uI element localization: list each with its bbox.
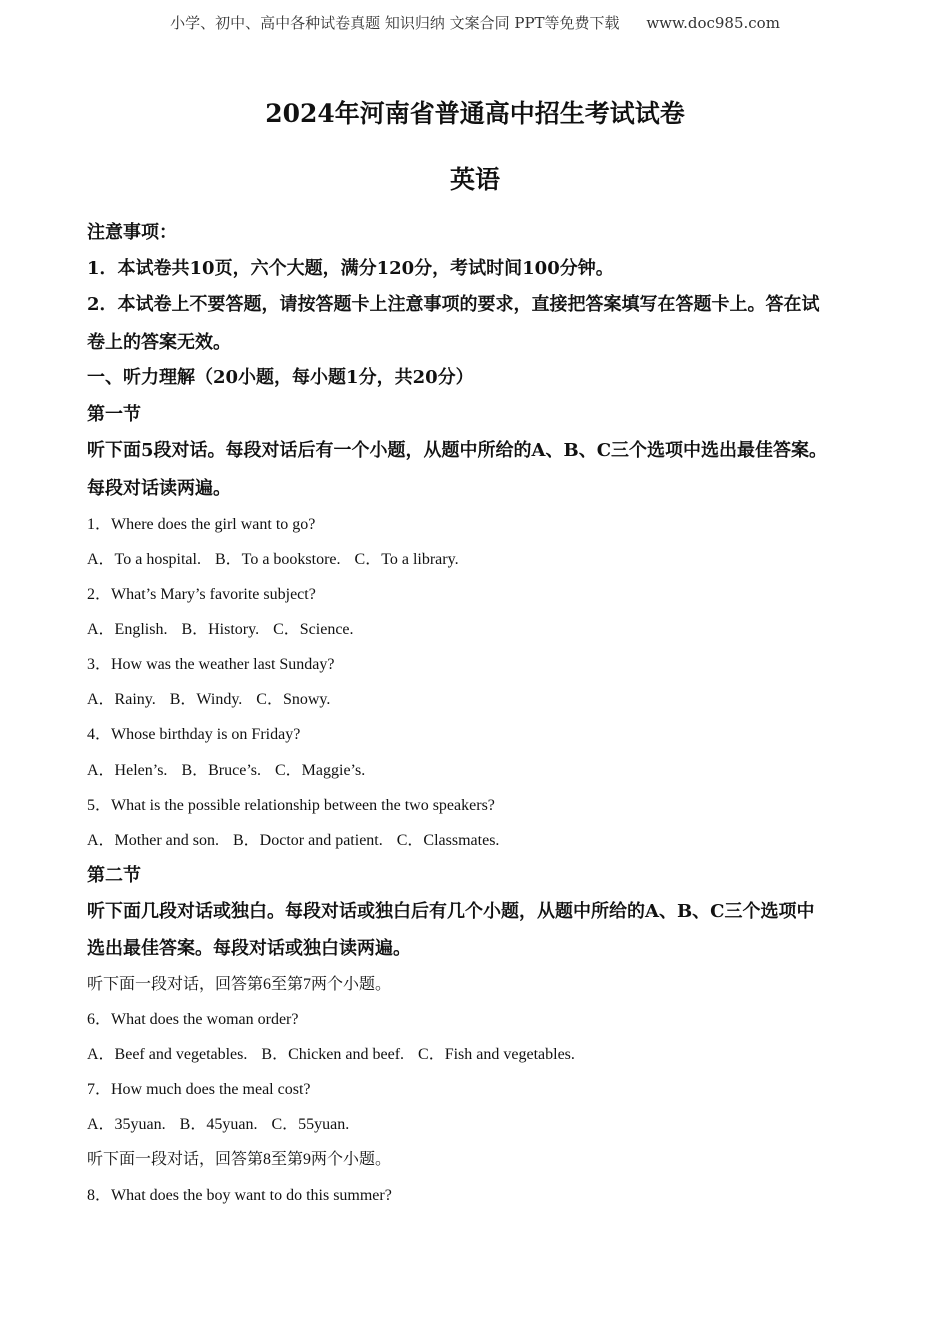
section1-instructions: 听下面5段对话。每段对话后有一个小题，从题中所给的A、B、C三个选项中选出最佳答案。: [87, 440, 828, 461]
section2-instructions: 听下面几段对话或独白。每段对话或独白后有几个小题，从题中所给的A、B、C三个选项中: [87, 901, 815, 922]
option-b: B．Bruce’s.: [181, 762, 261, 779]
question-2: 2．What’s Mary’s favorite subject?: [87, 586, 316, 603]
option-a: A．35yuan.: [87, 1116, 166, 1133]
notice-item-1: 1．本试卷共10页，六个大题，满分120分，考试时间100分钟。: [87, 258, 614, 279]
question-4-options: [87, 757, 887, 780]
part1-heading: 一、听力理解（20小题，每小题1分，共20分）: [87, 367, 474, 388]
question-3: 3．How was the weather last Sunday?: [87, 656, 335, 673]
question-7: 7．How much does the meal cost?: [87, 1081, 311, 1098]
option-c: C．Science.: [273, 621, 354, 638]
option-b: B．Chicken and beef.: [261, 1046, 405, 1063]
question-2-options: [87, 616, 887, 639]
section2-heading: 第二节: [87, 865, 141, 886]
question-1-options: [87, 546, 887, 569]
question-5: 5．What is the possible relationship between the two speakers?: [87, 797, 495, 814]
option-a: A．Mother and son.: [87, 832, 219, 849]
header-url[interactable]: www.doc985.com: [646, 14, 780, 32]
option-c: C．To a library.: [354, 551, 459, 568]
option-a: A．Rainy.: [87, 691, 156, 708]
question-6-options: [87, 1041, 887, 1064]
option-a: A．Beef and vegetables.: [87, 1046, 248, 1063]
notice-item-2: 2．本试卷上不要答题，请按答题卡上注意事项的要求，直接把答案填写在答题卡上。答在试: [87, 294, 820, 315]
question-4: 4．Whose birthday is on Friday?: [87, 726, 301, 743]
dialog-note-6-7: 听下面一段对话，回答第6至第7两个小题。: [87, 976, 392, 993]
option-a: A．To a hospital.: [87, 551, 201, 568]
question-8: 8．What does the boy want to do this summer?: [87, 1187, 392, 1204]
option-c: C．Snowy.: [256, 691, 331, 708]
option-c: C．Maggie’s.: [275, 762, 366, 779]
option-b: B．45yuan.: [179, 1116, 258, 1133]
question-5-options: [87, 827, 887, 850]
section2-instructions-cont: 选出最佳答案。每段对话或独白读两遍。: [87, 938, 411, 959]
exam-subject: 英语: [449, 165, 500, 194]
option-c: C．Classmates.: [396, 832, 500, 849]
notice-heading: 注意事项：: [87, 222, 177, 243]
option-b: B．Windy.: [169, 691, 243, 708]
option-a: A．Helen’s.: [87, 762, 168, 779]
option-b: B．Doctor and patient.: [233, 832, 383, 849]
option-c: C．Fish and vegetables.: [418, 1046, 575, 1063]
question-6: 6．What does the woman order?: [87, 1011, 299, 1028]
option-c: C．55yuan.: [271, 1116, 350, 1133]
question-1: 1．Where does the girl want to go?: [87, 516, 316, 533]
option-a: A．English.: [87, 621, 168, 638]
exam-title: 2024年河南省普通高中招生考试试卷: [265, 99, 685, 128]
option-b: B．History.: [181, 621, 260, 638]
section1-heading: 第一节: [87, 404, 141, 425]
option-b: B．To a bookstore.: [214, 551, 341, 568]
notice-item-2-cont: 卷上的答案无效。: [87, 332, 231, 353]
section1-instructions-cont: 每段对话读两遍。: [87, 478, 231, 499]
question-7-options: [87, 1111, 887, 1134]
page-header: [0, 12, 950, 33]
question-3-options: [87, 686, 887, 709]
dialog-note-8-9: 听下面一段对话，回答第8至第9两个小题。: [87, 1151, 392, 1168]
header-text: 小学、初中、高中各种试卷真题 知识归纳 文案合同 PPT等免费下载: [170, 14, 620, 32]
